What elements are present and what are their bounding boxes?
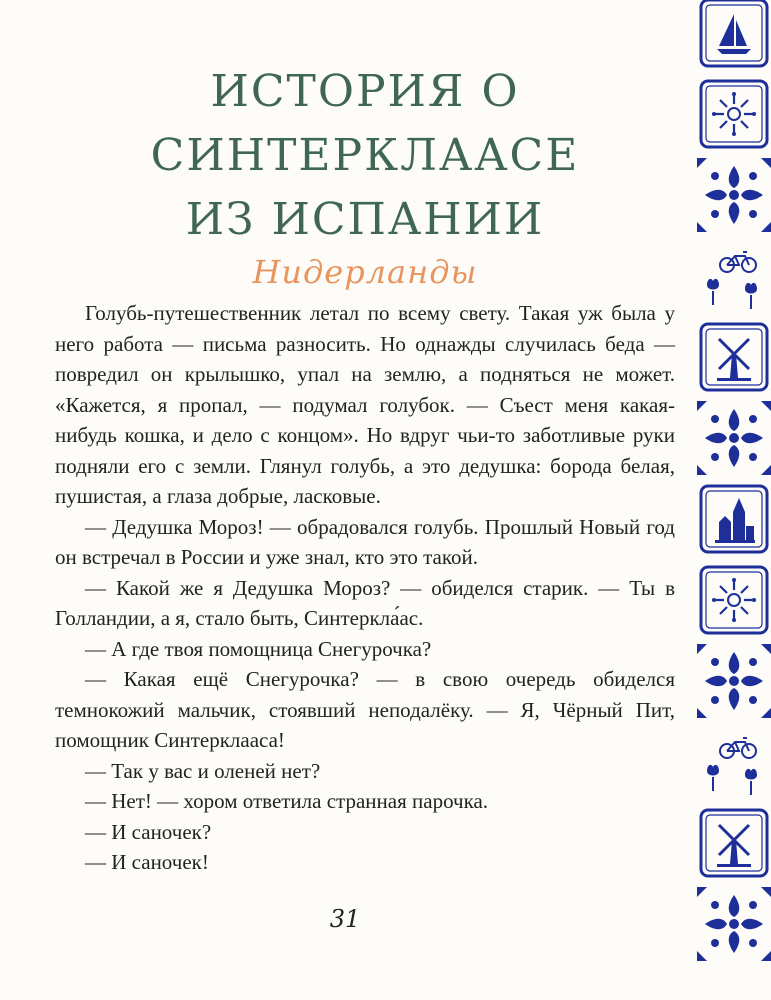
story-body: [55, 298, 675, 878]
star-ornament-icon: [697, 77, 771, 151]
story-title-line-1: ИСТОРИЯ О СИНТЕРКЛААСЕ: [150, 66, 580, 181]
paragraph: Голубь-путешественник летал по всему свету. Такая уж была у него работа — письма разносить. Но однажды случилась беда — повредил он крылышко, упал на землю, а подняться не может. «Кажется, я пропал, — подумал голубок. — Съест меня какая-нибудь кошка, и дело с концом». Но вдруг чьи-то заботливые руки подняли его с земли. Глянул голубь, а это дедушка: борода белая, пушистая, а глаза добрые, ласковые.: [55, 301, 675, 508]
paragraph: — Так у вас и оленей нет?: [85, 758, 321, 783]
paragraph: — И саночек!: [85, 850, 209, 874]
country-subtitle: Нидерланды: [252, 253, 478, 291]
bicycle-tulip-icon: [697, 725, 771, 799]
sailboat-icon: [697, 0, 771, 70]
story-title-line-2: ИЗ ИСПАНИИ: [185, 194, 545, 245]
paragraph: — А где твоя помощница Снегурочка?: [85, 636, 432, 661]
bicycle-tulip-icon: [697, 239, 771, 313]
paragraph: — Нет! — хором ответила странная парочка.: [85, 789, 489, 813]
church-icon: [697, 482, 771, 556]
paragraph: — Какой же я Дедушка Мороз? — обиделся старик. — Ты в Голландии, а я, стало быть, Синтеркла́ас.: [55, 575, 675, 630]
star-ornament-icon: [697, 563, 771, 637]
delft-tile-border: [697, 0, 771, 1000]
floral-ornament-icon: [697, 887, 771, 961]
floral-ornament-icon: [697, 401, 771, 475]
windmill-icon: [697, 320, 771, 394]
floral-ornament-icon: [697, 644, 771, 718]
paragraph: — Дедушка Мороз! — обрадовался голубь. Прошлый Новый год он встречал в России и уже знал, кто это такой.: [55, 514, 675, 569]
text-column: [55, 60, 675, 878]
page-number: 31: [329, 905, 361, 933]
paragraph: — И саночек?: [85, 819, 212, 844]
story-title: [55, 60, 675, 252]
paragraph: — Какая ещё Снегурочка? — в свою очередь обиделся темнокожий мальчик, стоявший неподалёку. — Я, Чёрный Пит, помощник Синтерклааса!: [55, 667, 675, 752]
floral-ornament-icon: [697, 158, 771, 232]
windmill-icon: [697, 806, 771, 880]
